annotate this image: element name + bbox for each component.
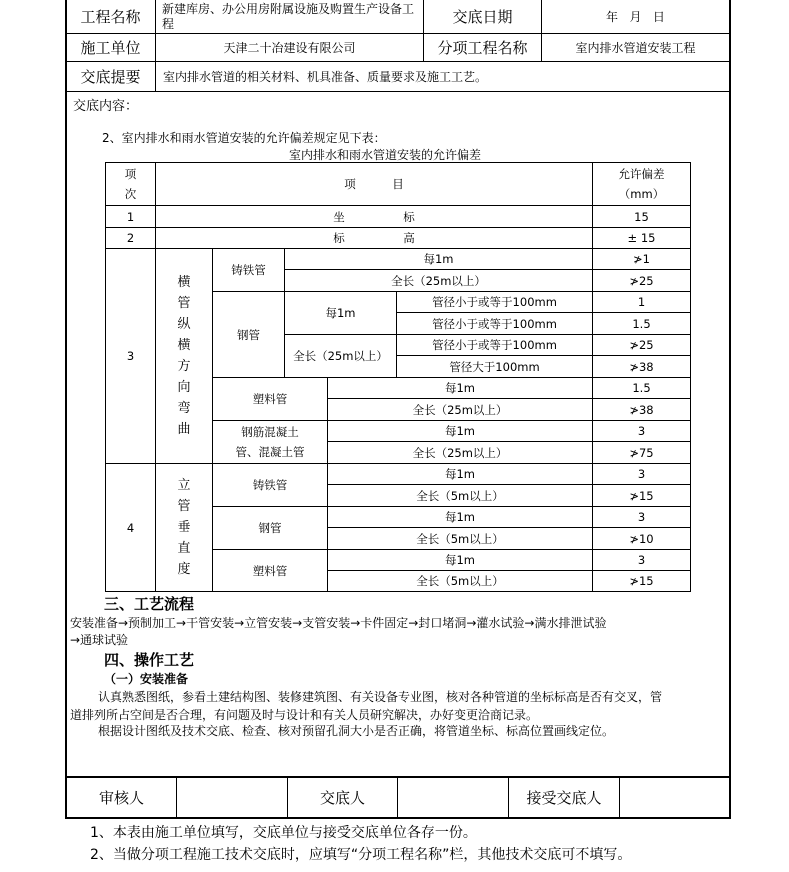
paragraph1-line2: 道排列所占空间是否合理，有问题及时与设计和有关人员研究解决，办好变更洽商记录。 <box>70 708 539 722</box>
project-name-label: 工程名称 <box>80 8 141 26</box>
col-dev-header <box>593 163 690 205</box>
group-char: 横 <box>177 275 191 290</box>
summary-label: 交底提要 <box>80 68 141 86</box>
project-name-value-line2: 程 <box>162 17 175 31</box>
steel-total-gt100-value: ≯38 <box>629 359 654 374</box>
frame-bottom <box>65 817 731 819</box>
construction-unit-value: 天津二十冶建设有限公司 <box>223 41 356 55</box>
construction-unit-label: 施工单位 <box>80 39 141 57</box>
rc-total: 全长（25m以上） <box>412 445 508 460</box>
steel-1m-le100: 管径小于或等于100mm <box>432 295 557 309</box>
reviewer-signature-field[interactable] <box>177 778 287 817</box>
receiver-signature-field[interactable] <box>620 778 729 817</box>
row2-value: ± 15 <box>627 231 656 245</box>
submitter-signature-field[interactable] <box>398 778 508 817</box>
r4-steel-total: 全长（5m以上） <box>416 531 504 546</box>
steel-total-le100-value: ≯25 <box>629 338 654 352</box>
rule <box>65 61 731 62</box>
row1-item: 坐 标 <box>333 209 415 224</box>
r4-cast-iron-per-1m-value: 3 <box>637 467 646 481</box>
project-name-value <box>162 2 422 32</box>
date-label: 交底日期 <box>452 8 513 26</box>
plastic-per-1m: 每1m <box>444 381 476 395</box>
row4-no: 4 <box>126 520 135 535</box>
cast-iron-per-1m: 每1m <box>423 252 454 266</box>
col-dev-header-line2: （mm） <box>618 187 665 201</box>
r4-cast-iron-per-1m: 每1m <box>444 467 476 481</box>
frame-right <box>729 0 731 818</box>
steel-per-1m: 每1m <box>325 306 356 320</box>
section3-line2: →通球试验 <box>70 633 129 647</box>
row3-group-label <box>156 249 212 463</box>
row2-no: 2 <box>126 231 135 245</box>
r4-cast-iron-total-value: ≯15 <box>629 488 654 503</box>
plastic-total: 全长（25m以上） <box>412 402 508 417</box>
cast-iron-total-value: ≯25 <box>629 273 654 288</box>
r4-cast-iron-total: 全长（5m以上） <box>416 488 504 503</box>
group-char: 弯 <box>177 401 191 416</box>
sub-project-value: 室内排水管道安装工程 <box>575 41 696 55</box>
sub1-title: （一）安装准备 <box>104 672 189 686</box>
group-char: 纵 <box>177 317 191 332</box>
note-1: 1、本表由施工单位填写，交底单位与接受交底单位各存一份。 <box>90 825 477 841</box>
group-char: 管 <box>177 499 191 514</box>
rc-label-line1: 钢筋混凝土 <box>241 425 299 439</box>
section3-line1: 安装准备→预制加工→干管安装→立管安装→支管安装→卡件固定→封口堵洞→灌水试验→满水排泄试验 <box>70 616 607 630</box>
r4-steel-total-value: ≯10 <box>629 531 654 546</box>
row3-no: 3 <box>126 349 135 363</box>
r4-plastic-per-1m-value: 3 <box>637 553 646 567</box>
project-name-value-line1: 新建库房、办公用房附属设施及购置生产设备工 <box>162 2 415 16</box>
row4-group-label <box>156 464 212 591</box>
plastic-total-value: ≯38 <box>629 402 654 417</box>
steel-total: 全长（25m以上） <box>293 349 388 363</box>
col-dev-header-line1: 允许偏差 <box>618 167 665 181</box>
cast-iron-per-1m-value: ≯1 <box>633 252 650 266</box>
section4-title: 四、操作工艺 <box>104 651 195 669</box>
reviewer-label: 审核人 <box>98 789 144 807</box>
paragraph1-line1: 认真熟悉图纸，参看土建结构图、装修建筑图、有关设备专业图，核对各种管道的坐标标高是否有交叉，管 <box>98 690 663 704</box>
rule <box>65 91 731 92</box>
row1-value: 15 <box>634 209 649 224</box>
r4-plastic-label: 塑料管 <box>252 563 288 578</box>
section3-title: 三、工艺流程 <box>104 595 195 613</box>
group-char: 立 <box>177 478 191 493</box>
receiver-label: 接受交底人 <box>526 789 602 807</box>
plastic-per-1m-value: 1.5 <box>632 381 651 395</box>
content-label: 交底内容： <box>73 99 139 114</box>
r4-steel-per-1m-value: 3 <box>637 510 646 524</box>
cast-iron-label: 铸铁管 <box>231 263 266 277</box>
submitter-label: 交底人 <box>319 789 365 807</box>
frame-left <box>65 0 67 818</box>
date-value: 年 月 日 <box>606 10 665 24</box>
row1-no: 1 <box>126 209 135 224</box>
r4-steel-label: 钢管 <box>258 521 282 535</box>
paragraph2: 根据设计图纸及技术交底、检查、核对预留孔洞大小是否正确，将管道坐标、标高位置画线定位。 <box>98 724 615 738</box>
group-char: 向 <box>177 380 191 395</box>
group-char: 垂 <box>177 520 191 535</box>
r4-steel-per-1m: 每1m <box>444 510 476 524</box>
rc-label <box>213 421 327 463</box>
steel-1m-gt100: 管径小于或等于100mm <box>432 316 557 331</box>
rc-per-1m-value: 3 <box>637 424 646 438</box>
rc-total-value: ≯75 <box>629 445 654 460</box>
sub-project-label: 分项工程名称 <box>437 39 528 57</box>
steel-label: 钢管 <box>237 327 260 342</box>
group-char: 方 <box>177 359 191 374</box>
col-no-header <box>106 163 155 205</box>
group-char: 横 <box>177 338 191 353</box>
group-char: 曲 <box>177 422 191 437</box>
r4-cast-iron-label: 铸铁管 <box>252 478 288 492</box>
row2-item: 标 高 <box>333 231 415 245</box>
plastic-label: 塑料管 <box>252 392 288 406</box>
group-char: 度 <box>177 562 191 577</box>
r4-plastic-total-value: ≯15 <box>629 574 654 588</box>
steel-total-gt100: 管径大于100mm <box>449 359 540 374</box>
rc-label-line2: 管、混凝土管 <box>235 445 305 459</box>
r4-plastic-per-1m: 每1m <box>444 553 476 567</box>
table-intro: 2、室内排水和雨水管道安装的允许偏差规定见下表： <box>102 131 386 145</box>
rule <box>105 591 691 592</box>
group-char: 直 <box>177 541 191 556</box>
col-item-header: 项 目 <box>344 177 404 191</box>
table-title: 室内排水和雨水管道安装的允许偏差 <box>289 148 482 162</box>
cast-iron-total: 全长（25m以上） <box>391 273 486 288</box>
col-no-header-line2: 次 <box>124 187 137 201</box>
rc-per-1m: 每1m <box>444 424 476 438</box>
group-char: 管 <box>177 296 191 311</box>
summary-value: 室内排水管道的相关材料、机具准备、质量要求及施工工艺。 <box>163 70 488 84</box>
steel-1m-gt100-value: 1.5 <box>632 316 651 331</box>
col-no-header-line1: 项 <box>124 167 137 181</box>
r4-plastic-total: 全长（5m以上） <box>416 574 504 588</box>
note-2: 2、当做分项工程施工技术交底时，应填写“分项工程名称”栏，其他技术交底可不填写。 <box>90 847 632 863</box>
steel-1m-le100-value: 1 <box>637 295 646 309</box>
steel-total-le100: 管径小于或等于100mm <box>432 338 557 352</box>
